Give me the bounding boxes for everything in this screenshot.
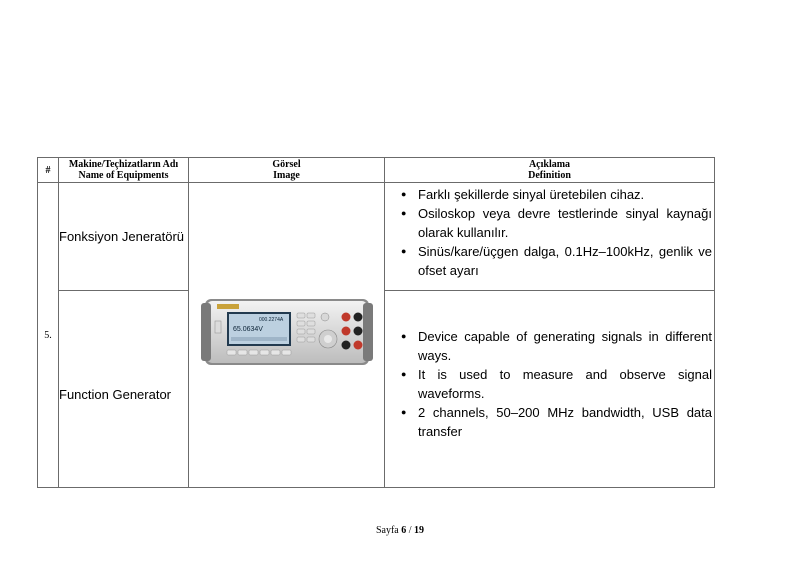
device-readout-voltage: 65.0634V: [232, 325, 263, 333]
definition-en-list: [385, 327, 714, 441]
header-name-en: Name of Equipments: [78, 170, 169, 181]
function-generator-image: [197, 293, 377, 373]
header-definition-tr: Açıklama: [528, 159, 571, 170]
equipment-table: [37, 157, 715, 488]
list-item: ● Farklı şekillerde sinyal üretebilen cihaz.: [418, 185, 714, 204]
equipment-name-tr-text: Fonksiyon Jeneratörü: [59, 229, 185, 244]
footer-current-page: 6: [401, 525, 407, 536]
page-footer: [0, 525, 800, 536]
header-name: [59, 158, 189, 183]
device-readout-current: 000.2274A: [258, 316, 283, 323]
header-definition-en: Definition: [528, 170, 571, 181]
equipment-name-en: [59, 291, 189, 488]
definition-en-cell: [385, 291, 715, 488]
list-item: ● Device capable of generating signals in different ways.: [418, 327, 714, 365]
definition-tr-cell: [385, 183, 715, 291]
equipment-image-cell: [189, 183, 385, 488]
list-item: ● It is used to measure and observe signal waveforms.: [418, 365, 714, 403]
list-item: ● Sinüs/kare/üçgen dalga, 0.1Hz–100kHz, genlik ve ofset ayarı: [418, 242, 714, 280]
list-item: ● 2 channels, 50–200 MHz bandwidth, USB data transfer: [418, 403, 714, 441]
definition-tr-list: [385, 185, 714, 280]
header-image-en: Image: [273, 170, 300, 181]
equipment-name-tr: [59, 183, 189, 291]
header-definition: [385, 158, 715, 183]
footer-separator: /: [408, 525, 412, 536]
header-image: [189, 158, 385, 183]
header-image-tr: Görsel: [272, 159, 301, 170]
header-number: #: [38, 158, 59, 183]
header-row: [38, 158, 715, 183]
table-row: [38, 183, 715, 291]
row-number: 5.: [38, 183, 59, 488]
footer-prefix: Sayfa: [375, 525, 399, 536]
list-item: ● Osiloskop veya devre testlerinde sinyal kaynağı olarak kullanılır.: [418, 204, 714, 242]
footer-total-pages: 19: [414, 525, 425, 536]
equipment-name-en-text: Function Generator: [59, 386, 172, 402]
header-name-tr: Makine/Teçhizatların Adı: [68, 159, 179, 170]
